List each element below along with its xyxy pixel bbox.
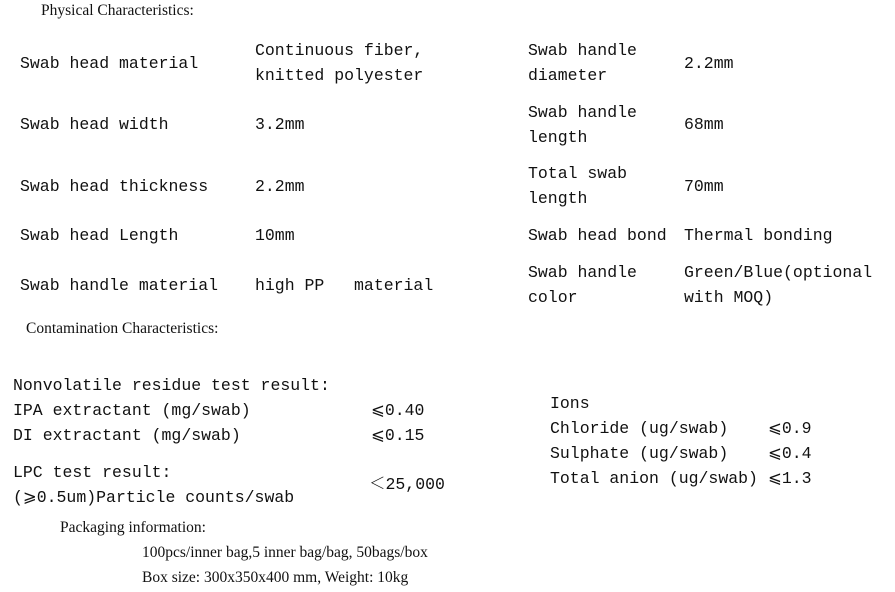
lpc-label: (⩾0.5um)Particle counts/swab <box>13 488 295 507</box>
spec-label-line: Swab handle <box>528 263 637 282</box>
spec-label-handle-diameter <box>528 38 637 88</box>
nvr-title: Nonvolatile residue test result: <box>13 376 330 395</box>
spec-value-head-bond: Thermal bonding <box>684 226 833 245</box>
spec-label-handle-color <box>528 260 637 310</box>
spec-value-head-length: 10mm <box>255 226 295 245</box>
spec-label-head-material: Swab head material <box>20 54 199 73</box>
spec-label-line: Swab handle <box>528 41 637 60</box>
spec-value-line: knitted polyester <box>255 66 424 85</box>
spec-label-line: Swab handle <box>528 103 637 122</box>
spec-label-head-length: Swab head Length <box>20 226 179 245</box>
spec-value-line: Green/Blue(optional <box>684 263 873 282</box>
spec-label-line: diameter <box>528 66 608 85</box>
nvr-label-di: DI extractant (mg/swab) <box>13 426 241 445</box>
spec-label-line: color <box>528 288 578 307</box>
nvr-value-di: ⩽0.15 <box>371 426 425 445</box>
spec-value-handle-material: high PP material <box>255 276 434 295</box>
packaging-line-box-size: Box size: 300x350x400 mm, Weight: 10kg <box>142 569 409 586</box>
ion-value-total-anion: ⩽1.3 <box>768 469 812 488</box>
spec-value-line: Continuous fiber, <box>255 41 424 60</box>
spec-label-head-width: Swab head width <box>20 115 169 134</box>
ion-label-sulphate: Sulphate (ug/swab) <box>550 444 729 463</box>
ion-label-chloride: Chloride (ug/swab) <box>550 419 729 438</box>
spec-value-line: with MOQ) <box>684 288 774 307</box>
physical-heading: Physical Characteristics: <box>41 2 194 19</box>
spec-value-head-thickness: 2.2mm <box>255 177 305 196</box>
spec-label-line: Total swab <box>528 164 628 183</box>
spec-label-total-length <box>528 161 627 211</box>
ion-label-total-anion: Total anion (ug/swab) <box>550 469 758 488</box>
spec-label-head-thickness: Swab head thickness <box>20 177 209 196</box>
lpc-title: LPC test result: <box>13 463 172 482</box>
spec-value-total-length: 70mm <box>684 177 724 196</box>
ion-value-chloride: ⩽0.9 <box>768 419 812 438</box>
contamination-heading: Contamination Characteristics: <box>26 320 219 337</box>
spec-value-handle-length: 68mm <box>684 115 724 134</box>
spec-label-head-bond: Swab head bond <box>528 226 667 245</box>
ions-title: Ions <box>550 394 590 413</box>
nvr-label-ipa: IPA extractant (mg/swab) <box>13 401 251 420</box>
spec-value-head-material <box>255 38 423 88</box>
spec-value-head-width: 3.2mm <box>255 115 305 134</box>
spec-label-handle-material: Swab handle material <box>20 276 219 295</box>
spec-label-handle-length <box>528 100 637 150</box>
spec-label-line: length <box>528 189 588 208</box>
ion-value-sulphate: ⩽0.4 <box>768 444 812 463</box>
packaging-line-quantity: 100pcs/inner bag,5 inner bag/bag, 50bags/box <box>142 544 428 561</box>
nvr-value-ipa: ⩽0.40 <box>371 401 425 420</box>
lpc-value: ＜25,000 <box>369 475 445 494</box>
spec-value-handle-color <box>684 260 872 310</box>
spec-value-handle-diameter: 2.2mm <box>684 54 734 73</box>
packaging-heading: Packaging information: <box>60 519 206 536</box>
spec-label-line: length <box>528 128 588 147</box>
